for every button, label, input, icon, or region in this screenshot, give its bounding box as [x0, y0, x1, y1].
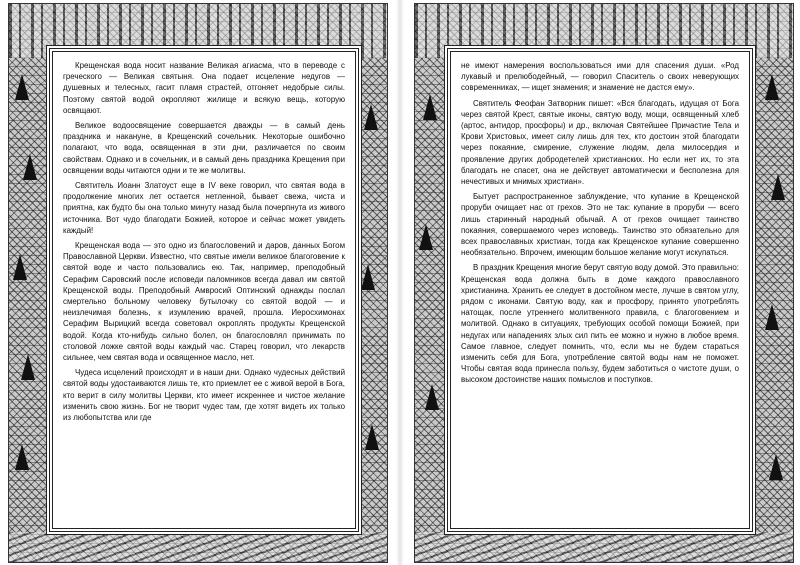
fir-tree-icon: [765, 304, 779, 330]
body-text: [63, 60, 345, 427]
paragraph: Крещенская вода носит название Великая агиасма, что в переводе с греческого — Великая святыня. Она подает исцеление недугов — душевных и телесных, гасит пламя страстей, отгоняет недобрые силы. Поэтому святой водой окропляют жилище и всякую вещь, которую освящают.: [63, 61, 345, 115]
right-page: [414, 3, 794, 563]
fir-tree-icon: [15, 444, 29, 470]
paragraph: В праздник Крещения многие берут святую воду домой. Это правильно: Крещенская вода должна быть в доме каждого православного христианина. Хранить ее следует в достойном месте, лучше в святом углу, рядом с иконами. Святую воду, как и просфору, принято употреблять натощак, после утреннего молитвенного правила, с благоговением и молитвой. Однако в ситуациях, требующих особой помощи Божией, при недугах или нападениях злых сил пить ее можно и нужно в любое время. Самое главное, следует помнить, что, если мы не будем стараться изменить себя для Бога, употребление святой воды нам не поможет. Чтобы святая вода принесла пользу, будем заботиться о чистоте души, о высоком достоинстве наших помыслов и поступков.: [461, 263, 739, 385]
fir-tree-icon: [425, 384, 439, 410]
fir-tree-icon: [423, 94, 437, 120]
text-panel: [447, 48, 753, 532]
fir-tree-icon: [765, 74, 779, 100]
fir-tree-icon: [13, 254, 27, 280]
fir-tree-icon: [769, 454, 783, 480]
fir-tree-icon: [15, 74, 29, 100]
fir-tree-icon: [21, 354, 35, 380]
body-text: [461, 60, 739, 390]
fir-tree-icon: [364, 104, 378, 130]
paragraph: Крещенская вода — это одно из благословений и даров, данных Богом Православной Церкви. Известно, что святые имели великое благоговение к святой воде и часто пользовались ею. Так, например, преподобный Серафим Саровский после исповеди паломников всегда давал им святой Крещенской воды. Преподобный Амвросий Оптинский однажды послал смертельно больному человеку бутылочку со святой водой — и неизлечимая болезнь, к изумлению врачей, прошла. Иеросхимонах Серафим Вырицкий всегда советовал окроплять продукты Крещенской водой. Когда кто-нибудь сильно болел, он благословлял принимать по столовой ложке святой воды каждый час. Старец говорил, что лекарств сильнее, чем святая вода и освященное масло, нет.: [63, 241, 345, 363]
text-panel: [49, 48, 359, 532]
paragraph: Великое водоосвящение совершается дважды — в самый день праздника и накануне, в Крещенский сочельник. Некоторые ошибочно полагают, что вода, освященная в эти дни, различается по своим свойствам. Однако и в сочельник, и в самый день праздника Крещения при освящении воды читаются одни и те же молитвы.: [63, 121, 345, 175]
book-gutter: [396, 0, 404, 565]
paragraph: Чудеса исцелений происходят и в наши дни. Однако чудесных действий святой воды удостаиваются лишь те, кто приемлет ее с живой верой в Бога, кто верит в силу молитвы Церкви, кто имеет искреннее и чистое желание изменить свою жизнь. Бог не творит чудес там, где хотят видеть их только из любопытства или где: [63, 368, 345, 423]
paragraph: Бытует распространенное заблуждение, что купание в Крещенской проруби очищает нас от грехов. Это не так: купание в проруби — всего лишь старинный народный обычай. А от грехов очищает таинство покаяния, совершаемого через исповедь. Таинство это обязательно для всех православных христиан, тогда как Крещенское купание совершенно необязательно. Впрочем, имеющим большое желание могут искупаться.: [461, 192, 739, 258]
fir-tree-icon: [361, 264, 375, 290]
fir-tree-icon: [23, 154, 37, 180]
paragraph: не имеют намерения воспользоваться ими для спасения души. «Род лукавый и прелюбодейный, — говорил Спаситель о своих неверующих современниках, — ищет знамения; и знамение не дастся ему».: [461, 61, 739, 93]
paragraph: Святитель Феофан Затворник пишет: «Вся благодать, идущая от Бога через святой Крест, святые иконы, святую воду, мощи, освященный хлеб (артос, антидор, просфоры) и др., включая Святейшее Причастие Тела и Крови Христовых, имеет силу лишь для тех, кто достоин этой благодати через покаяние, смирение, служение людям, дела милосердия и проявление других добродетелей христианских. Но если нет их, то эта благодать не спасет, она не действует автоматически и бесполезна для нечестивых и мнимых христиан».: [461, 98, 739, 187]
fir-tree-icon: [771, 174, 785, 200]
fir-tree-icon: [419, 224, 433, 250]
paragraph: Святитель Иоанн Златоуст еще в IV веке говорил, что святая вода в продолжение многих лет остается нетленной, бывает свежа, чиста и приятна, как будто бы она только минуту назад была почерпнута из живого источника. Вот чудо благодати Божией, которое и сейчас может увидеть каждый!: [63, 181, 345, 235]
fir-tree-icon: [365, 424, 379, 450]
left-page: [8, 3, 388, 563]
